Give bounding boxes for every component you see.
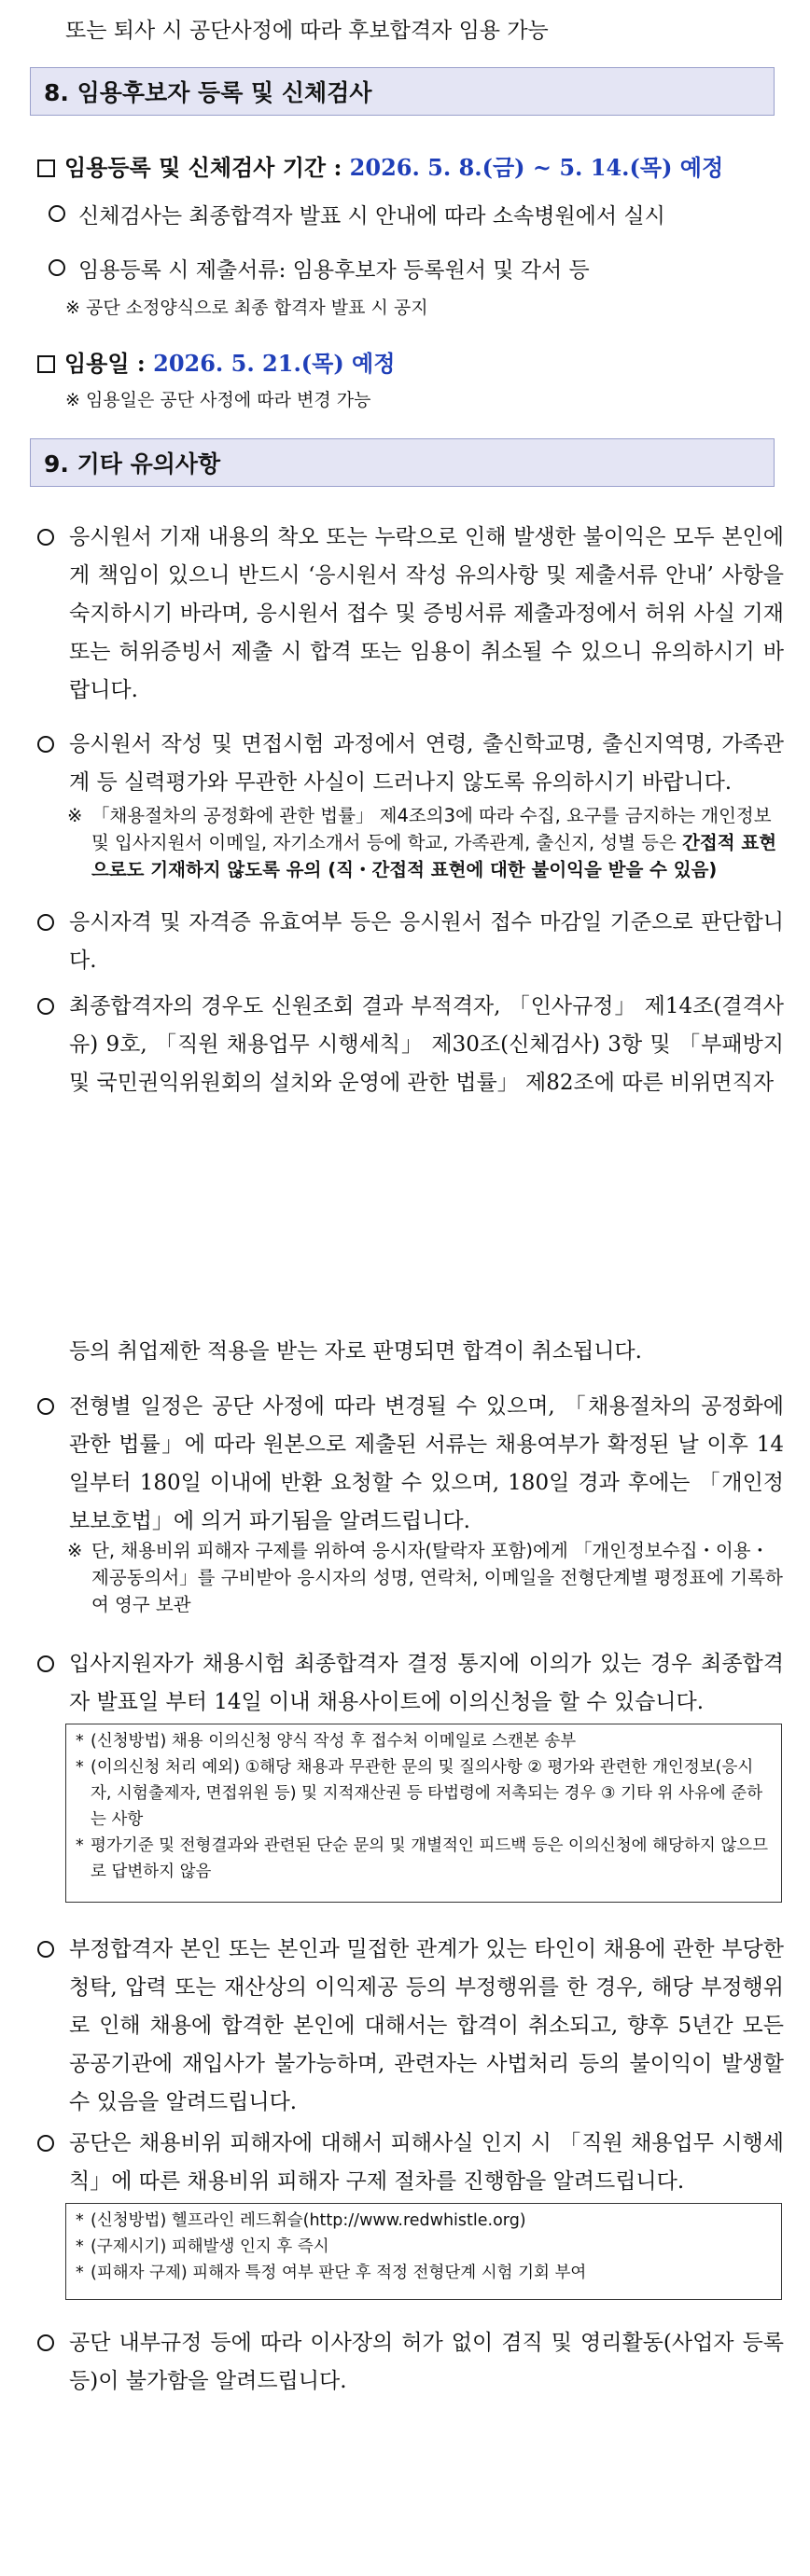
- circle-bullet-icon: [49, 259, 65, 276]
- paragraph-objection: 입사지원자가 채용시험 최종합격자 결정 통지에 이의가 있는 경우 최종합격자 발표일 부터 14일 이내 채용사이트에 이의신청을 할 수 있습니다.: [69, 1652, 784, 1714]
- box-item: * (신청방법) 헬프라인 레드휘슬(http://www.redwhistle.org): [76, 2211, 526, 2230]
- registration-documents-note: ※ 공단 소정양식으로 최종 합격자 발표 시 공지: [65, 298, 428, 318]
- checkbox-square-icon: [37, 355, 55, 373]
- paragraph-fraud-warning: 부정합격자 본인 또는 본인과 밀접한 관계가 있는 타인이 채용에 관한 부당한 청탁, 압력 또는 재산상의 이익제공 등의 부정행위를 한 경우, 해당 부정행위로 인해 채용에 합격한 본인에 대해서는 합격이 취소되고, 향후 5년간 모든 공공기관에 재입사가 불가능하며, 관련자는 사법처리 등의 불이익이 발생할 수 있음을 알려드립니다.: [69, 1937, 784, 2114]
- section-8-header: [30, 67, 775, 116]
- appointment-date-note: ※ 임용일은 공단 사정에 따라 변경 가능: [65, 390, 371, 410]
- section-8-title: 8. 임용후보자 등록 및 신체검사: [44, 79, 372, 106]
- fair-hiring-note-emphasis: 간접적 표현으로도 기재하지 않도록 유의 (직・간접적 표현에 대한 불이익을 받을 수 있음): [91, 832, 777, 880]
- fair-hiring-note: [67, 802, 786, 883]
- paragraph-eligibility-basis: 응시자격 및 자격증 유효여부 등은 응시원서 접수 마감일 기준으로 판단합니다.: [69, 910, 784, 973]
- registration-period-value: 2026. 5. 8.(금) ~ 5. 14.(목) 예정: [349, 154, 724, 181]
- intro-line: 또는 퇴사 시 공단사정에 따라 후보합격자 임용 가능: [65, 19, 549, 43]
- registration-period-line: [37, 149, 723, 182]
- box-item: * (신청방법) 채용 이의신청 양식 작성 후 접수처 이메일로 스캔본 송부: [76, 1732, 577, 1751]
- paragraph-fair-hiring: 응시원서 작성 및 면접시험 과정에서 연령, 출신학교명, 출신지역명, 가족관계 등 실력평가와 무관한 사실이 드러나지 않도록 유의하시기 바랍니다.: [69, 732, 784, 795]
- objection-info-box: [65, 1724, 782, 1903]
- paragraph-victim-relief: 공단은 채용비위 피해자에 대해서 피해사실 인지 시 「직원 채용업무 시행세칙」에 따른 채용비위 피해자 구제 절차를 진행함을 알려드립니다.: [69, 2131, 784, 2194]
- circle-bullet-icon: [37, 2334, 54, 2351]
- paragraph-document-return: 전형별 일정은 공단 사정에 따라 변경될 수 있으며, 「채용절차의 공정화에 관한 법률」에 따라 원본으로 제출된 서류는 채용여부가 확정된 날 이후 14일부터 180일 이내에 반환 요청할 수 있으며, 180일 경과 후에는 「개인정보보호법」에 의거 파기됨을 알려드립니다.: [69, 1394, 784, 1533]
- paragraph-disqualification-continued: 등의 취업제한 적용을 받는 자로 판명되면 합격이 취소됩니다.: [69, 1339, 642, 1364]
- registration-period-label: 임용등록 및 신체검사 기간 :: [64, 154, 350, 181]
- box-item: * (피해자 구제) 피해자 특정 여부 판단 후 적정 전형단계 시험 기회 부여: [76, 2264, 587, 2282]
- checkbox-square-icon: [37, 159, 55, 177]
- victim-relief-info-box: [65, 2203, 782, 2300]
- circle-bullet-icon: [37, 1655, 54, 1672]
- circle-bullet-icon: [37, 529, 54, 546]
- paragraph-disqualification: 최종합격자의 경우도 신원조회 결과 부적격자, 「인사규정」 제14조(결격사유) 9호, 「직원 채용업무 시행세칙」 제30조(신체검사) 3항 및 「부패방지 및 국민권익위원회의 설치와 운영에 관한 법률」 제82조에 따른 비위면직자: [69, 994, 784, 1095]
- paragraph-application-errors: 응시원서 기재 내용의 착오 또는 누락으로 인해 발생한 불이익은 모두 본인에게 책임이 있으니 반드시 ‘응시원서 작성 유의사항 및 제출서류 안내’ 사항을 숙지하시기 바라며, 응시원서 접수 및 증빙서류 제출과정에서 허위 사실 기재 또는 허위증빙서 제출 시 합격 또는 임용이 취소될 수 있으니 유의하시기 바랍니다.: [69, 525, 784, 702]
- section-9-title: 9. 기타 유의사항: [44, 450, 221, 478]
- circle-bullet-icon: [37, 736, 54, 753]
- circle-bullet-icon: [37, 1398, 54, 1415]
- circle-bullet-icon: [37, 1941, 54, 1958]
- box-item: * (구제시기) 피해발생 인지 후 즉시: [76, 2237, 329, 2256]
- note-star: ※: [67, 805, 83, 826]
- fair-hiring-note-text: 「채용절차의 공정화에 관한 법률」 제4조의3에 따라 수집, 요구를 금지하는 개인정보 및 입사지원서 이메일, 자기소개서 등에 학교, 가족관계, 출신지, 성별 등은: [91, 805, 772, 853]
- note-star: ※: [67, 1540, 83, 1561]
- document-return-note: [67, 1537, 786, 1618]
- circle-bullet-icon: [37, 998, 54, 1015]
- health-check-item: 신체검사는 최종합격자 발표 시 안내에 따라 소속병원에서 실시: [78, 204, 665, 229]
- section-9-header: [30, 438, 775, 487]
- circle-bullet-icon: [49, 205, 65, 222]
- circle-bullet-icon: [37, 2135, 54, 2152]
- appointment-date-value: 2026. 5. 21.(목) 예정: [153, 350, 396, 377]
- box-item: * (이의신청 처리 예외) ①해당 채용과 무관한 문의 및 질의사항 ② 평가와 관련한 개인정보(응시자, 시험출제자, 면접위원 등) 및 지적재산권 등 타법령에 저촉되는 경우 ③ 기타 위 사유에 준하는 사항: [76, 1758, 763, 1829]
- box-item: * 평가기준 및 전형결과와 관련된 단순 문의 및 개별적인 피드백 등은 이의신청에 해당하지 않으므로 답변하지 않음: [76, 1836, 769, 1881]
- appointment-date-line: [37, 345, 395, 378]
- paragraph-side-jobs: 공단 내부규정 등에 따라 이사장의 허가 없이 겸직 및 영리활동(사업자 등록 등)이 불가함을 알려드립니다.: [69, 2331, 784, 2393]
- document-return-note-text: 단, 채용비위 피해자 구제를 위하여 응시자(탈락자 포함)에게 「개인정보수집・이용・제공동의서」를 구비받아 응시자의 성명, 연락처, 이메일을 전형단계별 평정표에 기록하여 영구 보관: [91, 1540, 783, 1615]
- appointment-date-label: 임용일 :: [64, 350, 154, 377]
- circle-bullet-icon: [37, 914, 54, 931]
- registration-documents-item: 임용등록 시 제출서류: 임용후보자 등록원서 및 각서 등: [78, 258, 590, 283]
